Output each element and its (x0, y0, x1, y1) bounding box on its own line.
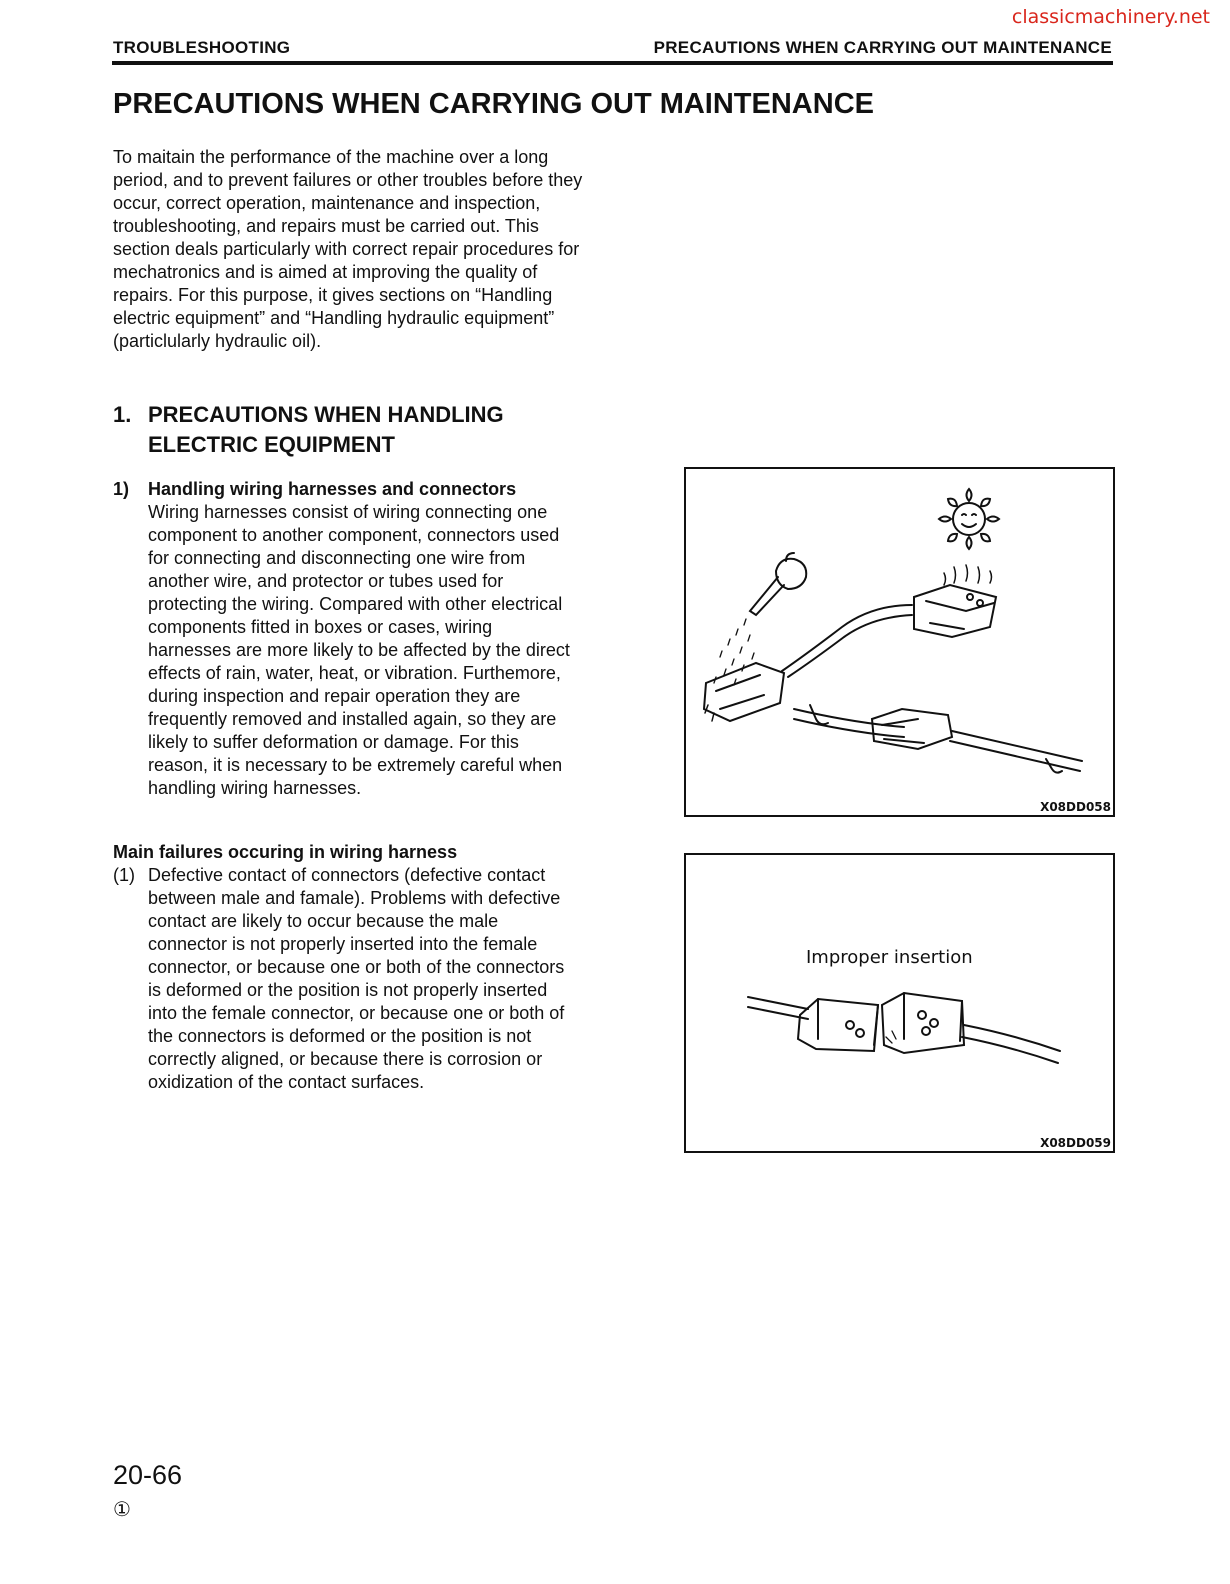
revision-mark: ① (113, 1497, 131, 1521)
page-title: PRECAUTIONS WHEN CARRYING OUT MAINTENANCE (113, 88, 874, 120)
intro-paragraph: To maitain the performance of the machine over a long period, and to prevent failures or other troubles before they occur, correct operation, maintenance and inspection, troubleshooting, and repairs must be carried out. This section deals particularly with correct repair procedures for mechatronics and is aimed at improving the quality of repairs. For this purpose, it gives sections on “Handling electric equipment” and “Handling hydraulic equipment” (particlularly hydraulic oil). (113, 147, 583, 351)
failure-item-body: Defective contact of connectors (defective contact between male and famale). Problems with defective contact are likely to occur because the male connector is not properly inserted into the female connector, or because one or both of the connectors is deformed or the position is not properly inserted into the female connector, or because one or both of the connectors is deformed or the position is not correctly aligned, or because there is corrosion or oxidization of the contact surfaces. (148, 865, 565, 1092)
figure-improper-insertion (684, 853, 1115, 1153)
harness-hazards-illustration (686, 469, 1113, 815)
subsection-number: 1) (113, 479, 130, 499)
header-section-name: TROUBLESHOOTING (113, 38, 291, 57)
figure-harness-hazards (684, 467, 1115, 817)
header-topic-name: PRECAUTIONS WHEN CARRYING OUT MAINTENANCE (653, 38, 1112, 57)
subsection-title: Handling wiring harnesses and connectors (148, 479, 517, 499)
failures-heading: Main failures occuring in wiring harness (113, 842, 458, 862)
section-number: 1. (113, 402, 132, 427)
figure-caption: Improper insertion (806, 947, 973, 968)
figure-code: X08DD059 (1040, 1136, 1111, 1150)
sun-icon (939, 489, 999, 549)
subsection-body: Wiring harnesses consist of wiring connecting one component to another component, connectors used for connecting and disconnecting one wire from another wire, and protector or tubes used for protecting the wiring. Compared with other electrical components fitted in boxes or cases, wiring harnesses are more likely to be affected by the direct effects of rain, water, heat, or vibration. Furthemore, during inspection and repair operation they are frequently removed and installed again, so they are likely to suffer deformation or damage. For this reason, it is necessary to be extremely careful when handling wiring harnesses. (148, 502, 570, 798)
failure-item-number: (1) (113, 865, 135, 885)
page-number: 20-66 (113, 1460, 183, 1490)
figure-code: X08DD058 (1040, 800, 1111, 814)
improper-insertion-illustration (686, 855, 1113, 1151)
header-rule (112, 61, 1113, 65)
water-spray (714, 619, 754, 685)
section-title: PRECAUTIONS WHEN HANDLING ELECTRIC EQUIPMENT (148, 402, 504, 457)
watermark: classicmachinery.net (1011, 6, 1210, 28)
watering-can-icon (750, 553, 806, 615)
